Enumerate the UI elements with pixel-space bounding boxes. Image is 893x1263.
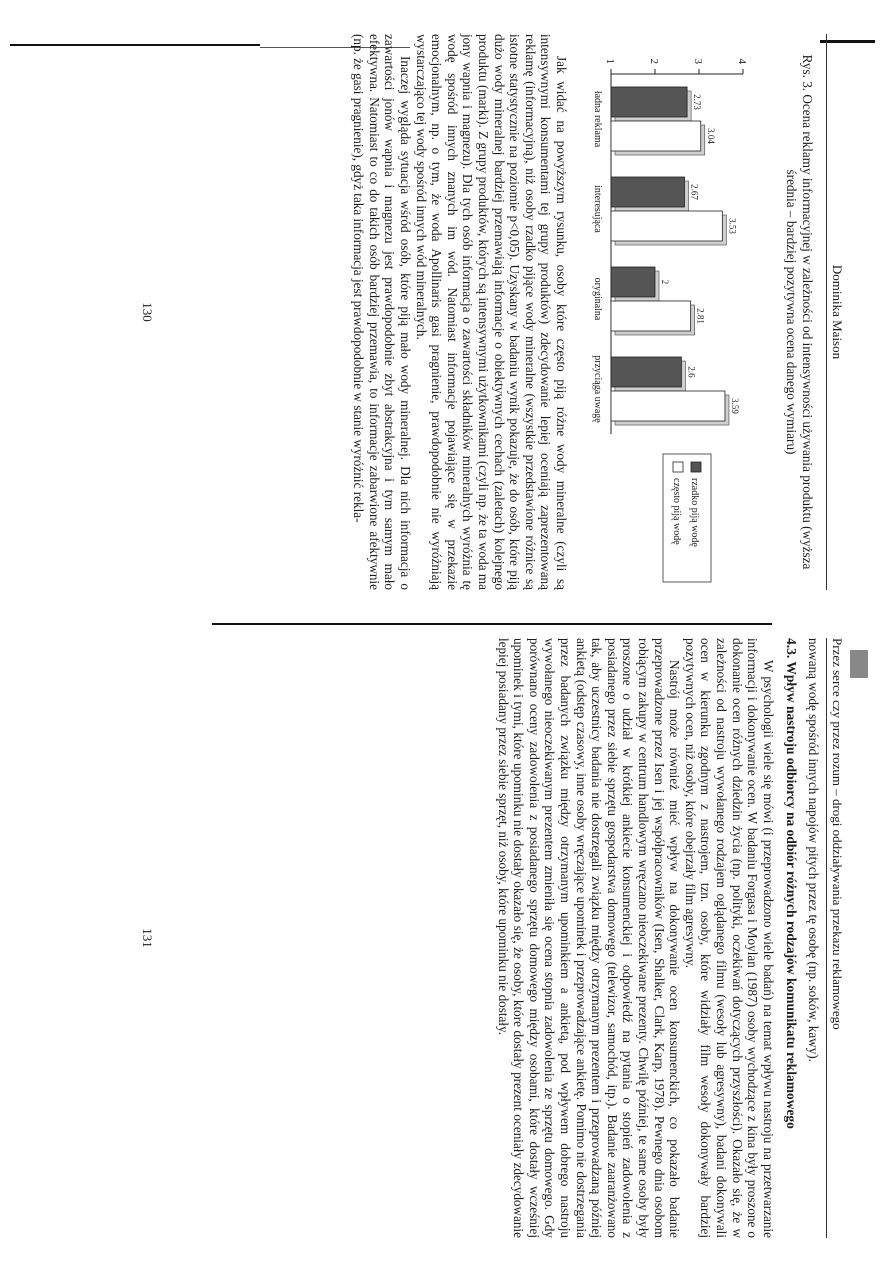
bar-chart-figure [581, 34, 751, 590]
figure-caption: Rys. 3. Ocena reklamy informacyjnej w zależności od intensywności używania produktu (wyższa średnia – bardziej pozytywna ocena danego wymiaru) [784, 54, 815, 570]
category-label: przyciąga uwagę [592, 355, 603, 423]
legend-swatch [691, 462, 701, 472]
right-body-text [495, 638, 821, 1238]
legend-label: rzadko piją wodę [689, 478, 700, 547]
scan-artifact-right-mark [850, 650, 868, 678]
section-title: 4.3. Wpływ nastroju odbiorcy na odbiór różnych rodzajów komunikatu reklamowego [784, 638, 800, 1129]
bar [611, 267, 655, 297]
bar [611, 357, 681, 387]
data-label: 2.6 [686, 366, 697, 378]
legend-label: często piją wodę [671, 478, 682, 545]
data-label: 2.73 [692, 94, 703, 110]
bar [611, 87, 687, 117]
page-number: 131 [140, 928, 155, 948]
paragraph: Jak widać na powyższym rysunku, osoby które często piją różne wody mineralne (czyli są intensywnymi konsumentami tej grupy produktów) zdecydowanie lepiej oceniają zaprezentowaną reklamę (informacyjną), niż osoby rzadko pijące wody mineralne (wszystkie przedstawione różnice są istotne statystycznie na poziomie p<0,05). Uzyskany w badaniu wynik pokazuje, że do osób, które piją dużo wody mineralnej bardziej przemawiają informacje o obiektywnych cechach (zaletach) kolejnego produktu (marki). Z grupy produktów, których są intensywnymi użytkownikami (czyli np. że ta woda ma jony wapnia i magnezu). Dla tych osób informacja o zawartości składników mineralnych wyróżnia tę wodę spośród innych znanych im wód. Natomiast informacje pojawiające się w przekazie emocjonalnym, np. o tym, że woda Apollinaris gasi pragnienie, prawdopodobnie nie wyróżniają wystarczająco tej wody spośród innych wód mineralnych. [413, 34, 569, 590]
left-body-text [351, 34, 569, 590]
bar [611, 121, 701, 151]
page-header: Dominika Maison [826, 34, 845, 590]
data-label: 2.67 [689, 184, 700, 200]
paragraph: W psychologii wiele się mówi (i przeprowadzono wiele badań) na temat wpływu nastroju na przetwarzanie informacji i dokonywanie ocen. W badaniu Forgasa i Moylan (1987) osoby wychodzące z kina były proszone o dokonanie ocen różnych dziedzin życia (np. polityki, oczekiwań dotyczących przyszłości). Okazało się, że w zależności od nastroju wywołanego rodzajem oglądanego filmu (wesoły lub agresywny), badani dokonywali ocen w kierunku zgodnym z nastrojem, tzn. osoby, które widziały film wesoły dokonywały bardziej pozytywnych ocen, niż osoby, które obejrzały film agresywny. [682, 638, 776, 1238]
bar-chart [581, 34, 751, 590]
left-page [125, 34, 845, 590]
scan-artifact-center [212, 623, 772, 625]
page-number: 130 [140, 302, 155, 322]
data-label: 2 [660, 279, 670, 285]
data-label: 3.04 [705, 128, 716, 144]
category-label: ładna reklama [592, 90, 603, 148]
bar [611, 391, 725, 421]
lead-paragraph: nowaną wodę spośród innych napojów pitych przez tę osobę (np. soków, kawy). [806, 638, 821, 1062]
y-tick-label: 4 [736, 58, 748, 64]
paragraph: Nastrój może również mieć wpływ na dokonywanie ocen konsumenckich, co pokazało badanie przeprowadzone przez Isen i jej współpracowników (Isen, Shalker, Clark, Karp, 1978). Pewnego dnia osobom robiącym zakupy w centrum handlowym wręczano nieoczekiwane prezenty. Chwilę później, te same osoby były proszone o udział w krótkiej ankiecie konsumenckiej i odpowiedź na pytania o stopień zadowolenia z posiadanego przez siebie sprzętu gospodarstwa domowego (telewizor, samochód, itp.). Badanie zaaranżowano tak, aby uczestnicy badania nie dostrzegali związku między otrzymanym prezentem i przeprowadzaną później ankietą (odstęp czasowy, inne osoby wręczające upominek i przeprowadzające ankietę. Pomimo nie dostrzegania przez badanych związku między otrzymanym upominkiem a ankietą, pod wpływem dobrego nastroju wywołanego nieoczekiwanym prezentem zmieniła się ocena stopnia zadowolenia ze sprzętu domowego. Gdy porównano oceny zadowolenia z posiadanego sprzętu domowego między osobami, które dostały wcześniej upominek i tymi, które upominku nie dostały okazało się, że osoby, które dostały prezent oceniały zdecydowanie lepiej posiadany przez siebie sprzęt, niż osoby, które upominku nie dostały. [495, 638, 683, 1238]
data-label: 3.53 [727, 218, 738, 234]
y-tick-label: 1 [604, 58, 616, 64]
bar [611, 211, 722, 241]
legend-swatch [673, 462, 683, 472]
data-label: 3.59 [729, 398, 740, 414]
y-tick-label: 2 [648, 58, 660, 64]
data-label: 2.81 [695, 308, 706, 324]
page-header: Przez serce czy przez rozum – drogi oddziaływania przekazu reklamowego [826, 638, 845, 1238]
bar [611, 301, 691, 331]
right-page [125, 638, 845, 1238]
category-label: oryginalna [592, 277, 603, 321]
y-tick-label: 3 [692, 58, 704, 64]
paragraph: Inaczej wygląda sytuacja wśród osób, które piją mało wody mineralnej. Dla nich informacja o zawartości jonów wapnia i magnezu jest prawdopodobnie zbyt abstrakcyjna i tym samym mało efektywna. Natomiast to co do takich osób bardziej przemawia, to informacje zabarwione afektywnie (np. że gasi pragnienie), gdyż taka informacja jest prawdopodobnie w stanie wyróżnić rekla- [351, 34, 414, 590]
bar [611, 177, 684, 207]
category-label: interesująca [592, 185, 603, 233]
